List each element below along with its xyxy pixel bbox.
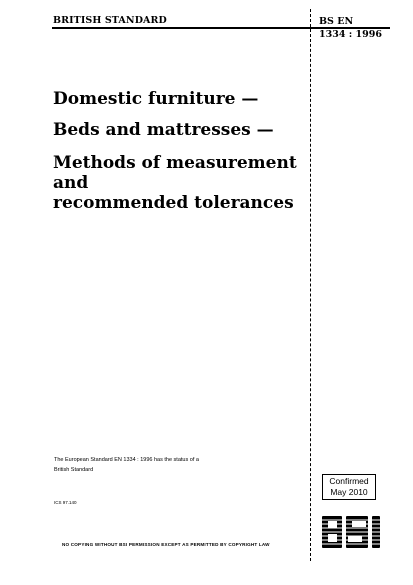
standard-number-line2: 1334 : 1996 xyxy=(319,29,383,40)
title-line-1: Domestic furniture — xyxy=(53,89,259,109)
confirmation-stamp xyxy=(322,474,376,500)
bsi-logo-icon xyxy=(320,512,392,552)
standard-number xyxy=(319,15,382,41)
vertical-divider xyxy=(310,9,311,561)
title-line-3 xyxy=(53,153,303,213)
title-line-3a: Methods of measurement and xyxy=(53,153,297,193)
confirmation-line2: May 2010 xyxy=(330,487,368,497)
status-note-line1: The European Standard EN 1334 : 1996 has the status of a xyxy=(54,457,199,463)
status-note xyxy=(54,455,304,475)
document-type-label: BRITISH STANDARD xyxy=(53,15,167,26)
ics-reference: ICS 97.140 xyxy=(54,500,77,505)
standard-number-line1: BS EN xyxy=(319,16,354,27)
confirmation-line1: Confirmed xyxy=(329,476,369,486)
title-line-3b: recommended tolerances xyxy=(53,193,294,213)
status-note-line2: British Standard xyxy=(54,467,94,473)
title-line-2: Beds and mattresses — xyxy=(53,120,274,140)
copyright-notice: NO COPYING WITHOUT BSI PERMISSION EXCEPT AS PERMITTED BY COPYRIGHT LAW xyxy=(62,542,270,547)
